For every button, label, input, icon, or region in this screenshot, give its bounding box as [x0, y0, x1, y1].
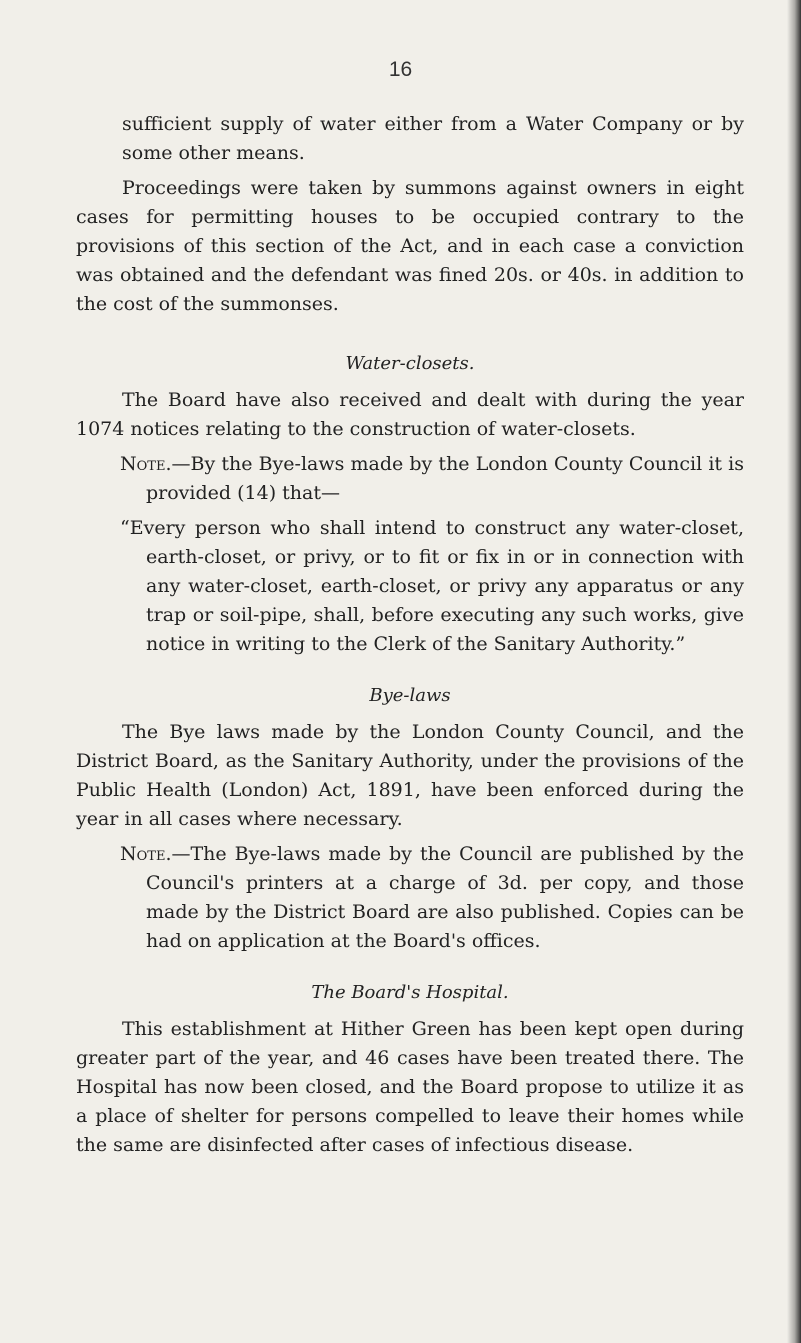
hospital-paragraph: This establishment at Hither Green has been kept open during greater part of the year, and 46 cases have been treated there. The Hospital has now been closed, and the Board propose to utilize it as a place of shelter for persons compelled to leave their homes while the same are disinfected after cases of infectious disease.	[76, 1018, 744, 1156]
note-text: —The Bye-laws made by the Council are published by the Council's printers at a charge of 3d. per copy, and those made by the District Board are also published. Copies can be had on application at the Board's offices.	[146, 843, 744, 952]
proceedings-paragraph: Proceedings were taken by summons against owners in eight cases for permitting houses to be occupied contrary to the provisions of this section of the Act, and in each case a conviction was obtained and the defendant was fined 20s. or 40s. in addition to the cost of the summonses.	[76, 177, 744, 315]
note-label: Note.	[120, 453, 172, 475]
note-label: Note.	[120, 843, 172, 865]
hospital-heading: The Board's Hospital.	[311, 982, 509, 1003]
water-closets-heading: Water-closets.	[345, 353, 475, 374]
page-number: 16	[388, 58, 413, 81]
bye-laws-paragraph: The Bye laws made by the London County Council, and the District Board, as the Sanitary Authority, under the provisions of the Public Health (London) Act, 1891, have been enforced during the year in all cases where necessary.	[76, 721, 744, 830]
note-text: —By the Bye-laws made by the London County Council it is provided (14) that—	[146, 453, 744, 504]
water-closets-paragraph: The Board have also received and dealt with during the year 1074 notices relating to the construction of water-closets.	[76, 389, 744, 440]
page-body	[76, 110, 744, 1160]
page-edge-shadow	[787, 0, 801, 1343]
water-closets-note	[76, 450, 744, 508]
continuation-paragraph: sufficient supply of water either from a Water Company or by some other means.	[122, 113, 744, 164]
bye-laws-heading: Bye-laws	[369, 685, 451, 706]
bye-law-quotation: “Every person who shall intend to construct any water-closet, earth-closet, or privy, or to fit or fix in or in connection with any water-closet, earth-closet, or privy any apparatus or any trap or soil-pipe, shall, before executing any such works, give notice in writing to the Clerk of the Sanitary Authority.”	[120, 517, 744, 655]
bye-laws-note	[76, 840, 744, 956]
